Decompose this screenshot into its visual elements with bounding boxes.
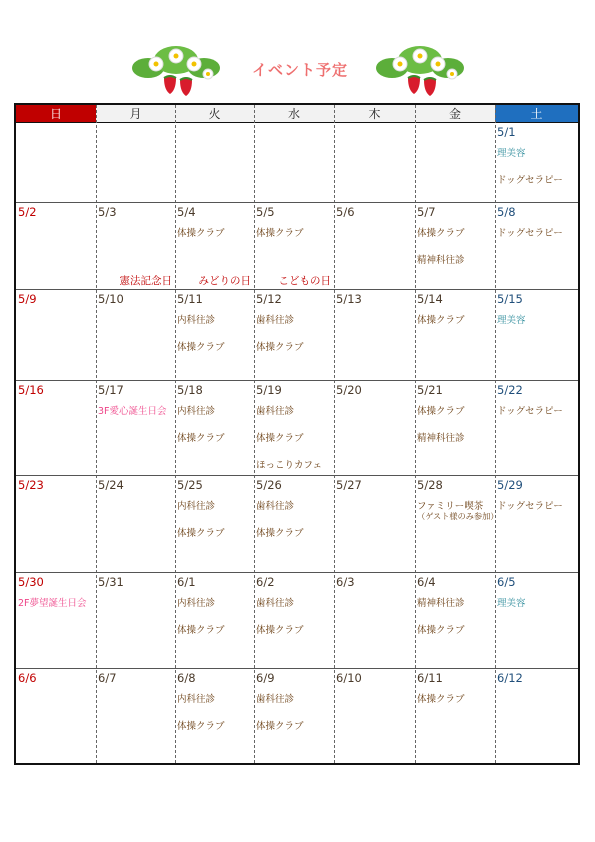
day-cell [96,668,175,763]
date-label: 5/13 [336,292,362,306]
day-cell [415,668,495,763]
date-label: 6/7 [98,671,117,685]
day-cell [415,380,495,475]
day-cell [334,289,415,380]
date-label: 5/11 [177,292,203,306]
event-label: 体操クラブ [417,228,465,239]
event-label: 理美容 [497,598,526,609]
day-cell [96,572,175,668]
date-label: 5/15 [497,292,523,306]
holiday-label: みどりの日 [198,275,251,287]
event-label: 内科往診 [177,406,216,417]
event-label: ドッグセラピー [497,406,563,417]
weekday-header-mon: 月 [96,105,175,123]
event-label: 歯科往診 [256,598,295,609]
date-label: 5/17 [98,383,124,397]
weekday-header-wed: 水 [254,105,334,123]
event-label: 歯科往診 [256,694,295,705]
event-label: 体操クラブ [256,342,304,353]
page-title: イベント予定 [251,61,348,79]
day-cell [495,123,578,202]
event-label: 体操クラブ [256,625,304,636]
day-cell [415,572,495,668]
date-label: 5/7 [417,205,436,219]
day-cell [254,123,334,202]
event-label: ドッグセラピー [497,175,563,186]
date-label: 5/20 [336,383,362,397]
day-cell [254,380,334,475]
day-cell [16,289,96,380]
day-cell [16,668,96,763]
event-label: ドッグセラピー [497,501,563,512]
date-label: 5/8 [497,205,516,219]
date-label: 6/11 [417,671,443,685]
day-cell [96,289,175,380]
event-label: 内科往診 [177,694,216,705]
event-label: 体操クラブ [177,433,225,444]
weekday-header-thu: 木 [334,105,415,123]
event-label: 体操クラブ [256,228,304,239]
calendar-grid [14,103,580,765]
event-label: 体操クラブ [177,228,225,239]
date-label: 6/8 [177,671,196,685]
date-label: 5/30 [18,575,44,589]
day-cell [175,380,254,475]
weekday-header-sun: 日 [16,105,96,123]
event-label: ドッグセラピー [497,228,563,239]
date-label: 5/26 [256,478,282,492]
date-label: 5/18 [177,383,203,397]
day-cell [16,123,96,202]
day-cell [254,668,334,763]
date-label: 6/10 [336,671,362,685]
day-cell [175,668,254,763]
event-label: 理美容 [497,315,526,326]
date-label: 5/25 [177,478,203,492]
day-cell [96,123,175,202]
date-label: 5/2 [18,205,37,219]
event-label: 体操クラブ [177,721,225,732]
day-cell [415,202,495,289]
event-label: 体操クラブ [417,315,465,326]
day-cell [415,289,495,380]
day-cell [16,202,96,289]
event-label: 体操クラブ [177,625,225,636]
day-cell [254,289,334,380]
date-label: 6/6 [18,671,37,685]
weekday-header-tue: 火 [175,105,254,123]
day-cell [175,202,254,289]
day-cell [16,380,96,475]
day-cell [334,572,415,668]
event-label: 精神科往診 [417,433,465,444]
day-cell [254,572,334,668]
event-label: 理美容 [497,148,526,159]
event-label: 精神科往診 [417,255,465,266]
event-label: ファミリー喫茶 [417,501,484,512]
date-label: 5/28 [417,478,443,492]
date-label: 5/4 [177,205,196,219]
date-label: 5/10 [98,292,124,306]
event-label: 歯科往診 [256,501,295,512]
date-label: 5/21 [417,383,443,397]
day-cell [334,380,415,475]
day-cell [254,202,334,289]
day-cell [334,123,415,202]
event-label: 内科往診 [177,598,216,609]
date-label: 5/9 [18,292,37,306]
strawberry-flower-icon [372,38,468,102]
date-label: 6/1 [177,575,196,589]
event-label: 体操クラブ [417,406,465,417]
day-cell [175,572,254,668]
date-label: 5/29 [497,478,523,492]
page-header [0,38,595,102]
day-cell [495,668,578,763]
day-cell [415,475,499,572]
event-label: 内科往診 [177,501,216,512]
event-label: 体操クラブ [256,721,304,732]
date-label: 5/12 [256,292,282,306]
event-label: 体操クラブ [177,342,225,353]
date-label: 5/5 [256,205,275,219]
date-label: 5/14 [417,292,443,306]
date-label: 6/12 [497,671,523,685]
date-label: 5/24 [98,478,124,492]
day-cell [16,572,96,668]
day-cell [175,289,254,380]
holiday-label: こどもの日 [278,275,331,287]
date-label: 6/2 [256,575,275,589]
date-label: 5/23 [18,478,44,492]
date-label: 5/19 [256,383,282,397]
day-cell [96,202,175,289]
day-cell [415,123,495,202]
holiday-label: 憲法記念日 [119,275,172,287]
day-cell [334,475,415,572]
day-cell [334,202,415,289]
weekday-header-fri: 金 [415,105,495,123]
date-label: 5/27 [336,478,362,492]
date-label: 5/16 [18,383,44,397]
weekday-header-sat: 土 [495,105,578,123]
day-cell [96,475,175,572]
event-label: 歯科往診 [256,406,295,417]
event-label: 歯科往診 [256,315,295,326]
date-label: 6/9 [256,671,275,685]
date-label: 5/6 [336,205,355,219]
date-label: 5/3 [98,205,117,219]
event-label: 2F夢望誕生日会 [18,598,87,609]
date-label: 5/22 [497,383,523,397]
date-label: 6/5 [497,575,516,589]
event-label: 体操クラブ [256,433,304,444]
date-label: 5/1 [497,125,516,139]
strawberry-flower-icon [128,38,224,102]
date-label: 5/31 [98,575,124,589]
day-cell [96,380,175,475]
day-cell [16,475,96,572]
event-label: 体操クラブ [177,528,225,539]
event-label: 体操クラブ [256,528,304,539]
day-cell [175,475,254,572]
day-cell [495,572,578,668]
event-label: 3F愛心誕生日会 [98,406,167,417]
date-label: 6/4 [417,575,436,589]
day-cell [495,289,578,380]
event-label: 内科往診 [177,315,216,326]
day-cell [495,202,578,289]
event-label: ほっこりカフェ [256,460,323,471]
day-cell [254,475,334,572]
date-label: 6/3 [336,575,355,589]
event-label: 体操クラブ [417,625,465,636]
day-cell [175,123,254,202]
day-cell [495,380,578,475]
event-label: （ゲスト様のみ参加） [417,511,499,521]
day-cell [495,475,578,572]
event-label: 体操クラブ [417,694,465,705]
event-label: 精神科往診 [417,598,465,609]
day-cell [334,668,415,763]
